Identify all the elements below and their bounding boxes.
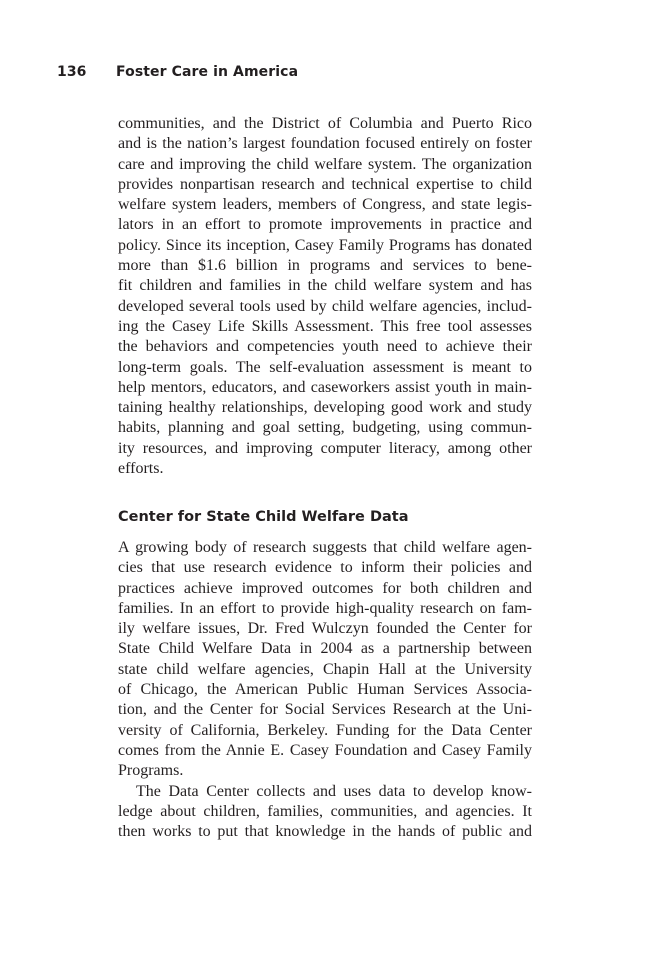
text-line: policy. Since its inception, Casey Family Programs has donated bbox=[118, 236, 532, 254]
section-heading: Center for State Child Welfare Data bbox=[118, 509, 409, 525]
text-line: more than $1.6 billion in programs and services to bene- bbox=[118, 257, 532, 275]
text-line: families. In an effort to provide high-quality research on fam- bbox=[118, 599, 532, 617]
text-line: Programs. bbox=[118, 762, 184, 780]
text-line: versity of California, Berkeley. Funding for the Data Center bbox=[118, 721, 532, 739]
running-head bbox=[57, 64, 298, 80]
text-line: communities, and the District of Columbia and Puerto Rico bbox=[118, 115, 532, 132]
text-line: then works to put that knowledge in the hands of public and bbox=[118, 823, 532, 841]
text-line: developed several tools used by child welfare agencies, includ- bbox=[118, 297, 532, 315]
text-line: tion, and the Center for Social Services Research at the Uni- bbox=[118, 701, 532, 719]
text-line: A growing body of research suggests that child welfare agen- bbox=[118, 539, 532, 556]
text-line: habits, planning and goal setting, budgeting, using commun- bbox=[118, 419, 532, 437]
paragraph-research-evidence bbox=[118, 538, 532, 782]
text-line: state child welfare agencies, Chapin Hall at the University bbox=[118, 660, 532, 678]
body-text-section bbox=[118, 538, 532, 842]
page-number: 136 bbox=[57, 64, 87, 80]
text-line: ing the Casey Life Skills Assessment. This free tool assesses bbox=[118, 317, 532, 335]
text-line: care and improving the child welfare system. The organization bbox=[118, 155, 532, 173]
text-line: ity resources, and improving computer literacy, among other bbox=[118, 439, 532, 457]
text-line: cies that use research evidence to inform their policies and bbox=[118, 559, 532, 577]
text-line: ily welfare issues, Dr. Fred Wulczyn founded the Center for bbox=[118, 620, 532, 638]
text-line: help mentors, educators, and caseworkers assist youth in main- bbox=[118, 378, 532, 396]
text-line: practices achieve improved outcomes for both children and bbox=[118, 579, 532, 597]
text-line: efforts. bbox=[118, 460, 164, 478]
text-line: of Chicago, the American Public Human Services Associa- bbox=[118, 681, 532, 699]
text-line: State Child Welfare Data in 2004 as a partnership between bbox=[118, 640, 532, 658]
book-title: Foster Care in America bbox=[116, 64, 299, 80]
text-line: long-term goals. The self-evaluation assessment is meant to bbox=[118, 358, 532, 376]
text-line: provides nonpartisan research and technical expertise to child bbox=[118, 175, 532, 193]
text-line: the behaviors and competencies youth need to achieve their bbox=[118, 338, 532, 356]
text-line: comes from the Annie E. Casey Foundation and Casey Family bbox=[118, 741, 532, 759]
paragraph-casey-family-programs bbox=[118, 114, 532, 479]
text-line: The Data Center collects and uses data to develop know- bbox=[136, 782, 532, 800]
paragraph-data-center bbox=[118, 782, 532, 843]
text-line: ledge about children, families, communities, and agencies. It bbox=[118, 802, 532, 820]
text-line: lators in an effort to promote improvements in practice and bbox=[118, 216, 532, 234]
text-line: welfare system leaders, members of Congress, and state legis- bbox=[118, 196, 532, 214]
text-line: fit children and families in the child welfare system and has bbox=[118, 277, 532, 295]
body-text-continuation bbox=[118, 114, 532, 479]
text-line: and is the nation’s largest foundation focused entirely on foster bbox=[118, 135, 532, 153]
text-line: taining healthy relationships, developing good work and study bbox=[118, 399, 532, 417]
